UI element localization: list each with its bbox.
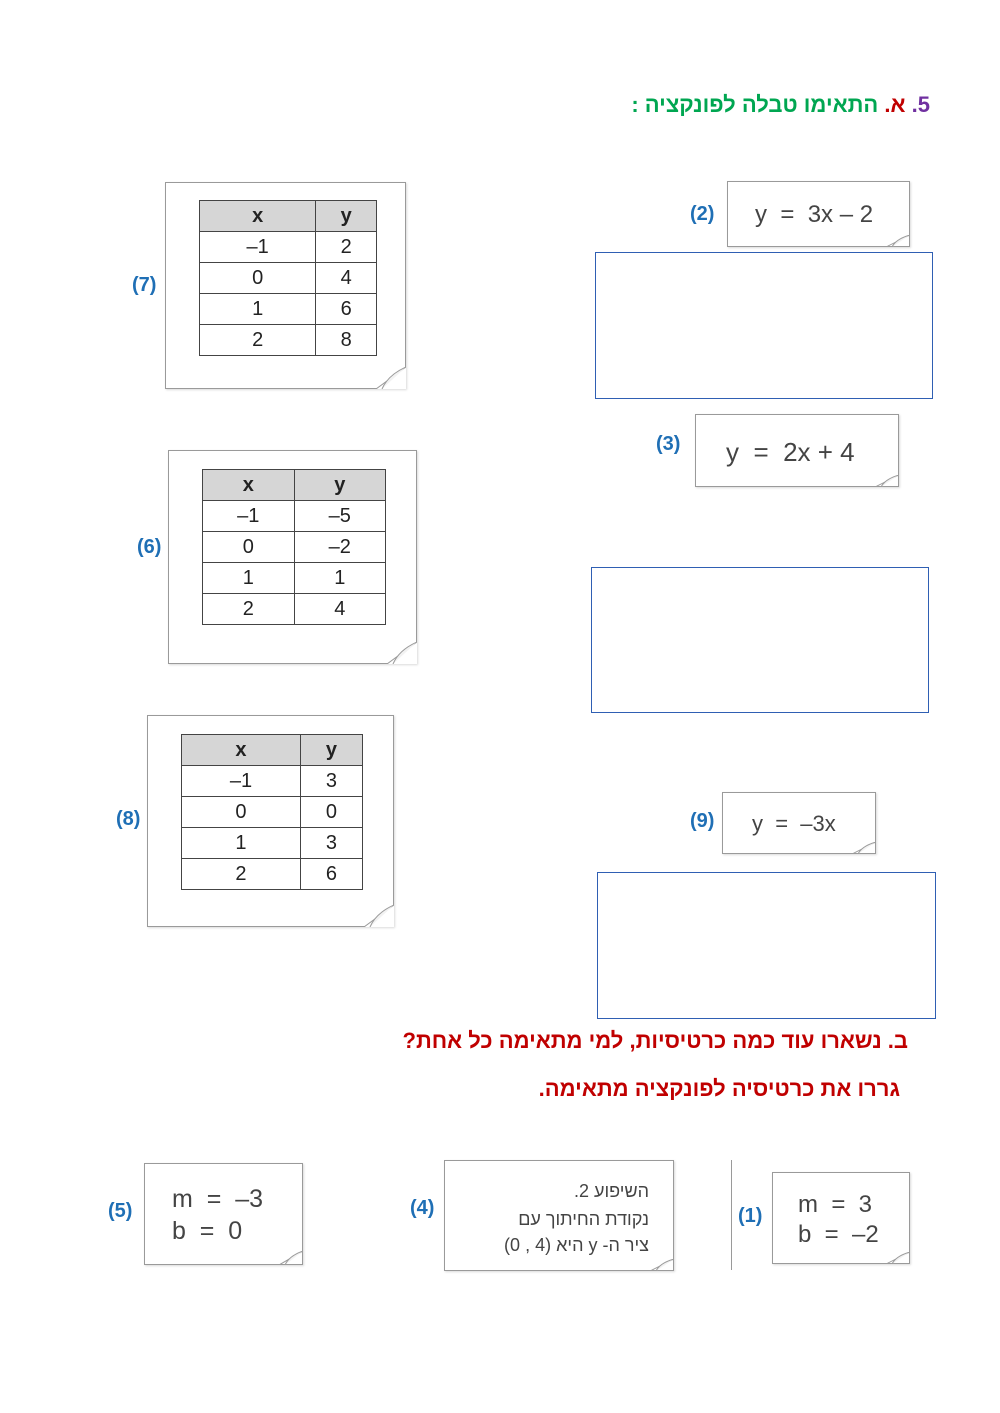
- card-5-b: b = 0: [172, 1217, 243, 1245]
- page-curl-icon: [387, 642, 417, 664]
- table-cell: 1: [182, 828, 301, 859]
- question-title: [631, 92, 930, 118]
- drop-zone-equation-9[interactable]: [597, 872, 936, 1019]
- table-8-label: (8): [116, 808, 141, 830]
- card-4-axis-line: ציר ה- y היא (4 , 0): [504, 1235, 649, 1255]
- table-cell: –1: [182, 766, 301, 797]
- card-5-m: m = –3: [172, 1185, 264, 1213]
- table-cell: 1: [200, 294, 316, 325]
- equation-9-text: y = –3x: [752, 811, 836, 836]
- table-header-y: y: [294, 470, 386, 501]
- card-4-label: (4): [410, 1197, 435, 1219]
- table-header-y: y: [300, 735, 362, 766]
- page-curl-icon: [279, 1251, 303, 1265]
- card-1-m: m = 3: [798, 1191, 873, 1218]
- table-card-6[interactable]: [168, 450, 417, 664]
- table-cell: –1: [203, 501, 295, 532]
- page-curl-icon: [886, 235, 910, 247]
- table-cell: 0: [182, 797, 301, 828]
- part-b-instruction: גררו את כרטיסיה לפונקציה מתאימה.: [538, 1076, 900, 1101]
- table-cell: 4: [294, 594, 386, 625]
- table-cell: 6: [316, 294, 377, 325]
- answer-card-1[interactable]: [772, 1172, 910, 1264]
- page-curl-icon: [852, 842, 876, 854]
- equation-2-label: (2): [690, 203, 715, 225]
- table-cell: 2: [316, 232, 377, 263]
- card-4-slope: השיפוע 2.: [573, 1181, 649, 1201]
- equation-card-3: [695, 414, 899, 487]
- part-b-question: ב. נשארו עוד כמה כרטיסיות, למי מתאימה כל אחת?: [402, 1028, 908, 1053]
- table-header-y: y: [316, 201, 377, 232]
- answer-card-4[interactable]: [444, 1160, 674, 1271]
- table-8: [181, 734, 363, 890]
- card-5-label: (5): [108, 1200, 133, 1222]
- table-card-7[interactable]: [165, 182, 406, 389]
- table-cell: –5: [294, 501, 386, 532]
- table-cell: 1: [203, 563, 295, 594]
- table-cell: 6: [300, 859, 362, 890]
- table-cell: –2: [294, 532, 386, 563]
- table-cell: 2: [200, 325, 316, 356]
- page-curl-icon: [364, 905, 394, 927]
- question-text: התאימו טבלה לפונקציה :: [631, 92, 879, 117]
- drop-zone-equation-3[interactable]: [591, 567, 929, 713]
- table-header-x: x: [203, 470, 295, 501]
- table-cell: –1: [200, 232, 316, 263]
- table-cell: 1: [294, 563, 386, 594]
- drop-zone-equation-2[interactable]: [595, 252, 933, 399]
- table-6-label: (6): [137, 536, 162, 558]
- table-6: [202, 469, 386, 625]
- table-cell: 3: [300, 828, 362, 859]
- answer-card-5[interactable]: [144, 1163, 303, 1265]
- table-card-8[interactable]: [147, 715, 394, 927]
- equation-2-text: y = 3x – 2: [755, 201, 874, 228]
- card-1-b: b = –2: [798, 1221, 879, 1248]
- table-header-x: x: [200, 201, 316, 232]
- table-7: [199, 200, 377, 356]
- card-1-label: (1): [738, 1205, 763, 1227]
- table-header-x: x: [182, 735, 301, 766]
- table-cell: 3: [300, 766, 362, 797]
- page-curl-icon: [875, 475, 899, 487]
- table-cell: 4: [316, 263, 377, 294]
- equation-card-2: [727, 181, 910, 247]
- page-curl-icon: [650, 1259, 674, 1271]
- table-cell: 8: [316, 325, 377, 356]
- equation-card-9: [722, 792, 876, 854]
- divider: [731, 1160, 732, 1270]
- card-4-intercept-line: נקודת החיתוך עם: [518, 1209, 649, 1229]
- table-cell: 0: [200, 263, 316, 294]
- page-curl-icon: [376, 367, 406, 389]
- table-cell: 2: [182, 859, 301, 890]
- equation-3-label: (3): [656, 433, 681, 455]
- page-curl-icon: [886, 1252, 910, 1264]
- table-cell: 0: [203, 532, 295, 563]
- question-letter: א.: [884, 92, 906, 117]
- table-cell: 0: [300, 797, 362, 828]
- table-7-label: (7): [132, 274, 157, 296]
- question-number: 5.: [911, 92, 930, 117]
- equation-9-label: (9): [690, 810, 715, 832]
- table-cell: 2: [203, 594, 295, 625]
- equation-3-text: y = 2x + 4: [726, 437, 855, 467]
